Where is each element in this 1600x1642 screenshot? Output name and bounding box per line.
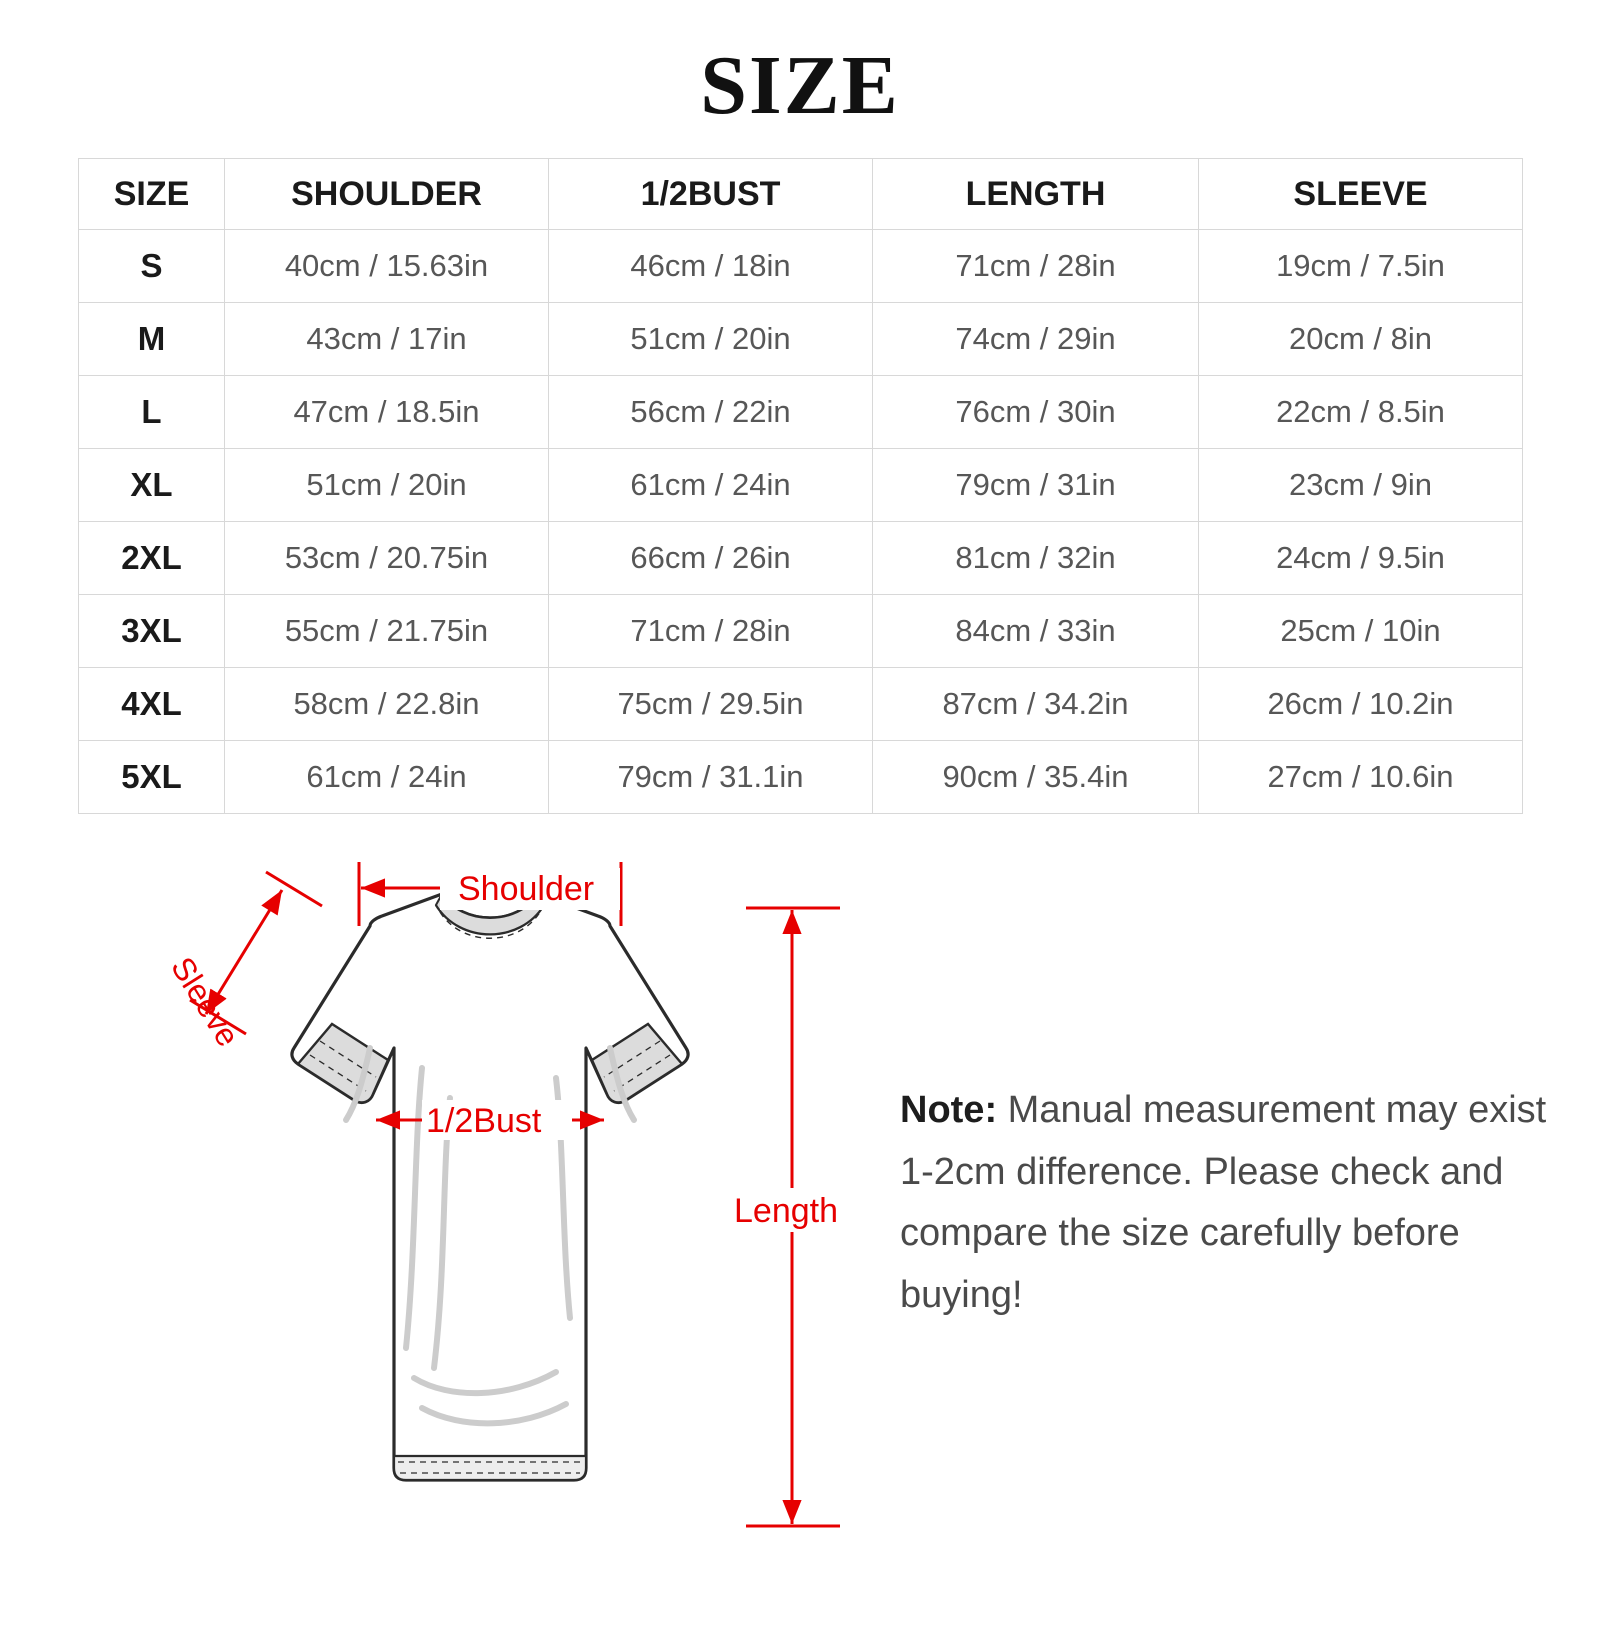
cell-sleeve: 25cm / 10in — [1199, 595, 1523, 668]
table-header — [79, 159, 1523, 230]
cell-length: 79cm / 31in — [873, 449, 1199, 522]
cell-size: M — [79, 303, 225, 376]
cell-shoulder: 53cm / 20.75in — [225, 522, 549, 595]
cell-size: 5XL — [79, 741, 225, 814]
cell-sleeve: 26cm / 10.2in — [1199, 668, 1523, 741]
cell-length: 74cm / 29in — [873, 303, 1199, 376]
cell-sleeve: 22cm / 8.5in — [1199, 376, 1523, 449]
bust-label: 1/2Bust — [426, 1102, 542, 1141]
cell-shoulder: 47cm / 18.5in — [225, 376, 549, 449]
tshirt-measurement-diagram — [70, 848, 910, 1608]
table-row — [79, 230, 1523, 303]
note-text: Manual measurement may exist 1-2cm difference. Please check and compare the size carefully before buying! — [900, 1089, 1547, 1316]
table-row — [79, 376, 1523, 449]
cell-shoulder: 55cm / 21.75in — [225, 595, 549, 668]
cell-bust: 46cm / 18in — [549, 230, 873, 303]
page-title: SIZE — [700, 39, 900, 132]
hem-detail — [394, 1456, 586, 1480]
cell-length: 76cm / 30in — [873, 376, 1199, 449]
table-row — [79, 522, 1523, 595]
cell-shoulder: 58cm / 22.8in — [225, 668, 549, 741]
column-header-bust: 1/2BUST — [549, 159, 873, 230]
cell-sleeve: 19cm / 7.5in — [1199, 230, 1523, 303]
note-block — [900, 1080, 1560, 1326]
cell-length: 90cm / 35.4in — [873, 741, 1199, 814]
cell-shoulder: 43cm / 17in — [225, 303, 549, 376]
cell-length: 71cm / 28in — [873, 230, 1199, 303]
table-row — [79, 449, 1523, 522]
cell-size: L — [79, 376, 225, 449]
cell-bust: 61cm / 24in — [549, 449, 873, 522]
cell-size: S — [79, 230, 225, 303]
shoulder-label: Shoulder — [458, 870, 595, 909]
cell-sleeve: 27cm / 10.6in — [1199, 741, 1523, 814]
table-header-row — [79, 159, 1523, 230]
column-header-sleeve: SLEEVE — [1199, 159, 1523, 230]
cell-length: 81cm / 32in — [873, 522, 1199, 595]
measurement-guide — [0, 848, 1600, 1608]
size-chart-table — [78, 158, 1523, 814]
sleeve-label: Sleeve — [164, 950, 247, 1053]
cell-length: 87cm / 34.2in — [873, 668, 1199, 741]
cell-size: 2XL — [79, 522, 225, 595]
cell-shoulder: 51cm / 20in — [225, 449, 549, 522]
cell-shoulder: 40cm / 15.63in — [225, 230, 549, 303]
cell-bust: 66cm / 26in — [549, 522, 873, 595]
length-label: Length — [734, 1192, 838, 1231]
note-label: Note: — [900, 1089, 998, 1132]
cell-sleeve: 20cm / 8in — [1199, 303, 1523, 376]
cell-bust: 71cm / 28in — [549, 595, 873, 668]
cell-bust: 56cm / 22in — [549, 376, 873, 449]
column-header-shoulder: SHOULDER — [225, 159, 549, 230]
cell-bust: 51cm / 20in — [549, 303, 873, 376]
cell-size: XL — [79, 449, 225, 522]
table-row — [79, 303, 1523, 376]
table-row — [79, 668, 1523, 741]
table-row — [79, 595, 1523, 668]
cell-size: 3XL — [79, 595, 225, 668]
cell-size: 4XL — [79, 668, 225, 741]
cell-bust: 75cm / 29.5in — [549, 668, 873, 741]
cell-sleeve: 23cm / 9in — [1199, 449, 1523, 522]
table-body — [79, 230, 1523, 814]
column-header-size: SIZE — [79, 159, 225, 230]
cell-length: 84cm / 33in — [873, 595, 1199, 668]
column-header-length: LENGTH — [873, 159, 1199, 230]
size-table-container — [78, 158, 1522, 814]
cell-shoulder: 61cm / 24in — [225, 741, 549, 814]
cell-sleeve: 24cm / 9.5in — [1199, 522, 1523, 595]
cell-bust: 79cm / 31.1in — [549, 741, 873, 814]
table-row — [79, 741, 1523, 814]
